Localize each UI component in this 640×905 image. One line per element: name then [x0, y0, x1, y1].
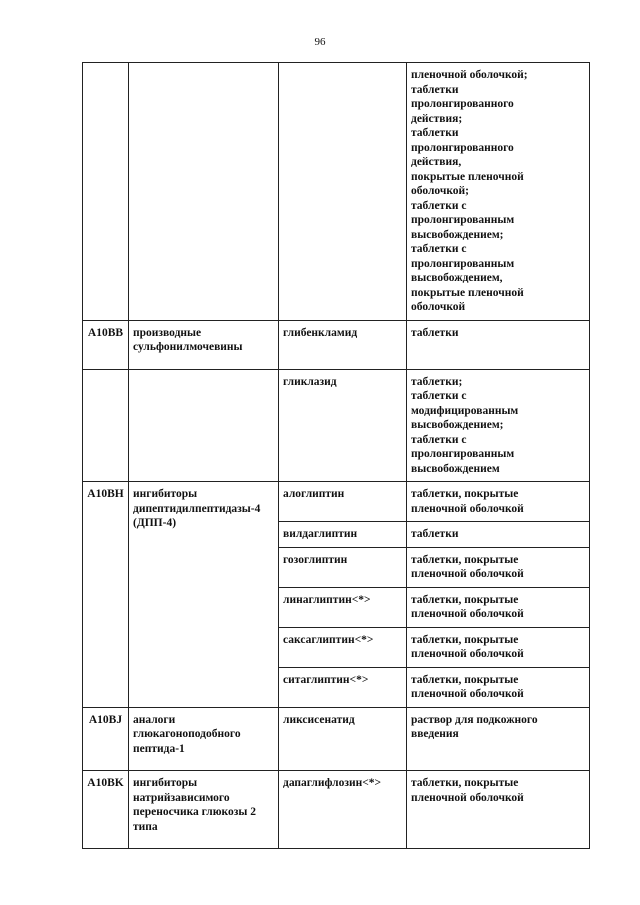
cell-text-line: оболочкой — [411, 301, 466, 313]
cell-text-line: таблетки с — [411, 199, 467, 212]
cell-text-line: пролонгированным — [411, 257, 515, 270]
drug-table-body — [83, 63, 590, 849]
dosage-form-cell — [407, 547, 590, 587]
drug-name-cell-text: глибенкламид — [283, 326, 358, 339]
drug-name-cell — [279, 771, 407, 849]
cell-text-line: высвобождением, — [411, 272, 503, 284]
drug-name-cell — [279, 547, 407, 587]
cell-text-line: оболочкой; — [411, 185, 470, 197]
dosage-form-cell — [407, 482, 590, 522]
cell-text-line: ингибиторы — [133, 488, 198, 500]
cell-text-line: пролонгированного — [411, 98, 514, 110]
drug-name-cell — [279, 63, 407, 321]
cell-text-line: переносчика глюкозы 2 — [133, 806, 256, 818]
group-cell — [129, 63, 279, 321]
table-row — [83, 482, 590, 522]
cell-text-line: раствор для подкожного — [411, 713, 538, 726]
drug-name-cell-text: гликлазид — [283, 375, 337, 388]
cell-text-line: таблетки, покрытые — [411, 488, 519, 500]
cell-text-line: действия; — [411, 112, 463, 125]
cell-text-line: глюкагоноподобного — [133, 728, 241, 740]
table-row — [83, 707, 590, 771]
drug-name-cell — [279, 482, 407, 522]
cell-text-line: таблетки, покрытые — [411, 633, 519, 646]
cell-text-line: пленочной оболочкой; — [411, 69, 528, 81]
group-cell — [129, 369, 279, 482]
drug-name-cell-text: ситаглиптин<*> — [283, 673, 369, 686]
atc-code-cell — [83, 369, 129, 482]
cell-text-line: таблетки — [411, 528, 459, 540]
drug-name-cell-text: дапаглифлозин<*> — [283, 777, 382, 789]
cell-text-line: таблетки — [411, 83, 459, 96]
drug-name-cell — [279, 627, 407, 667]
cell-text-line: пленочной оболочкой — [411, 568, 524, 580]
cell-text-line: пленочной оболочкой — [411, 608, 524, 620]
cell-text-line: пленочной оболочкой — [411, 791, 524, 804]
atc-code-cell — [83, 482, 129, 708]
drug-name-cell — [279, 707, 407, 771]
atc-code-cell — [83, 707, 129, 771]
cell-text-line: введения — [411, 728, 459, 740]
drug-name-cell-text: вилдаглиптин — [283, 528, 358, 540]
cell-text-line: дипептидилпептидазы-4 — [133, 502, 261, 515]
cell-text-line: пролонгированным — [411, 448, 515, 460]
cell-text-line: типа — [133, 820, 158, 833]
cell-text-line: покрытые пленочной — [411, 286, 524, 299]
atc-code-cell-text: A10BH — [87, 488, 124, 500]
cell-text-line: таблетки, покрытые — [411, 593, 519, 606]
cell-text-line: модифицированным — [411, 404, 519, 417]
atc-code-cell-text: A10BK — [87, 777, 124, 789]
cell-text-line: таблетки с — [411, 433, 467, 446]
cell-text-line: высвобождением — [411, 462, 500, 475]
drug-name-cell — [279, 369, 407, 482]
atc-code-cell — [83, 771, 129, 849]
cell-text-line: аналоги — [133, 713, 176, 726]
group-cell — [129, 771, 279, 849]
atc-code-cell — [83, 320, 129, 369]
drug-name-cell-text: гозоглиптин — [283, 553, 348, 566]
cell-text-line: таблетки; — [411, 375, 463, 388]
cell-text-line: ингибиторы — [133, 777, 198, 789]
cell-text-line: производные — [133, 326, 202, 339]
cell-text-line: натрийзависимого — [133, 791, 230, 804]
dosage-form-cell — [407, 320, 590, 369]
dosage-form-cell — [407, 522, 590, 548]
atc-code-cell-text: A10BB — [87, 326, 124, 339]
cell-text-line: таблетки с — [411, 390, 467, 402]
cell-text-line: высвобождением; — [411, 419, 504, 431]
drug-name-cell — [279, 320, 407, 369]
group-cell — [129, 707, 279, 771]
cell-text-line: пролонгированным — [411, 214, 515, 226]
cell-text-line: таблетки, покрытые — [411, 673, 519, 686]
cell-text-line: таблетки с — [411, 243, 467, 255]
dosage-form-cell — [407, 627, 590, 667]
table-row — [83, 771, 590, 849]
drug-name-cell — [279, 522, 407, 548]
drug-name-cell-text: ликсисенатид — [283, 713, 355, 726]
table-row — [83, 63, 590, 321]
cell-text-line: пленочной оболочкой — [411, 688, 524, 700]
drug-name-cell — [279, 587, 407, 627]
dosage-form-cell — [407, 63, 590, 321]
group-cell — [129, 482, 279, 708]
page-number: 96 — [314, 36, 326, 48]
cell-text-line: таблетки, покрытые — [411, 553, 519, 566]
cell-text-line: пленочной оболочкой — [411, 502, 524, 515]
drug-table — [82, 62, 590, 849]
dosage-form-cell — [407, 771, 590, 849]
drug-name-cell-text: линаглиптин<*> — [283, 593, 371, 606]
cell-text-line: сульфонилмочевины — [133, 341, 243, 353]
cell-text-line: таблетки — [411, 326, 459, 339]
dosage-form-cell — [407, 587, 590, 627]
cell-text-line: действия, — [411, 156, 462, 168]
dosage-form-cell — [407, 707, 590, 771]
cell-text-line: пролонгированного — [411, 141, 514, 154]
atc-code-cell-text: A10BJ — [88, 713, 123, 726]
table-row — [83, 369, 590, 482]
cell-text-line: пленочной оболочкой — [411, 648, 524, 660]
cell-text-line: (ДПП-4) — [133, 517, 177, 529]
table-row — [83, 320, 590, 369]
cell-text-line: таблетки — [411, 127, 459, 139]
dosage-form-cell — [407, 667, 590, 707]
group-cell — [129, 320, 279, 369]
cell-text-line: покрытые пленочной — [411, 170, 524, 183]
drug-name-cell — [279, 667, 407, 707]
cell-text-line: таблетки, покрытые — [411, 777, 519, 789]
cell-text-line: пептида-1 — [133, 742, 185, 755]
drug-name-cell-text: саксаглиптин<*> — [283, 633, 374, 646]
drug-name-cell-text: алоглиптин — [283, 488, 345, 500]
cell-text-line: высвобождением; — [411, 228, 504, 241]
dosage-form-cell — [407, 369, 590, 482]
atc-code-cell — [83, 63, 129, 321]
